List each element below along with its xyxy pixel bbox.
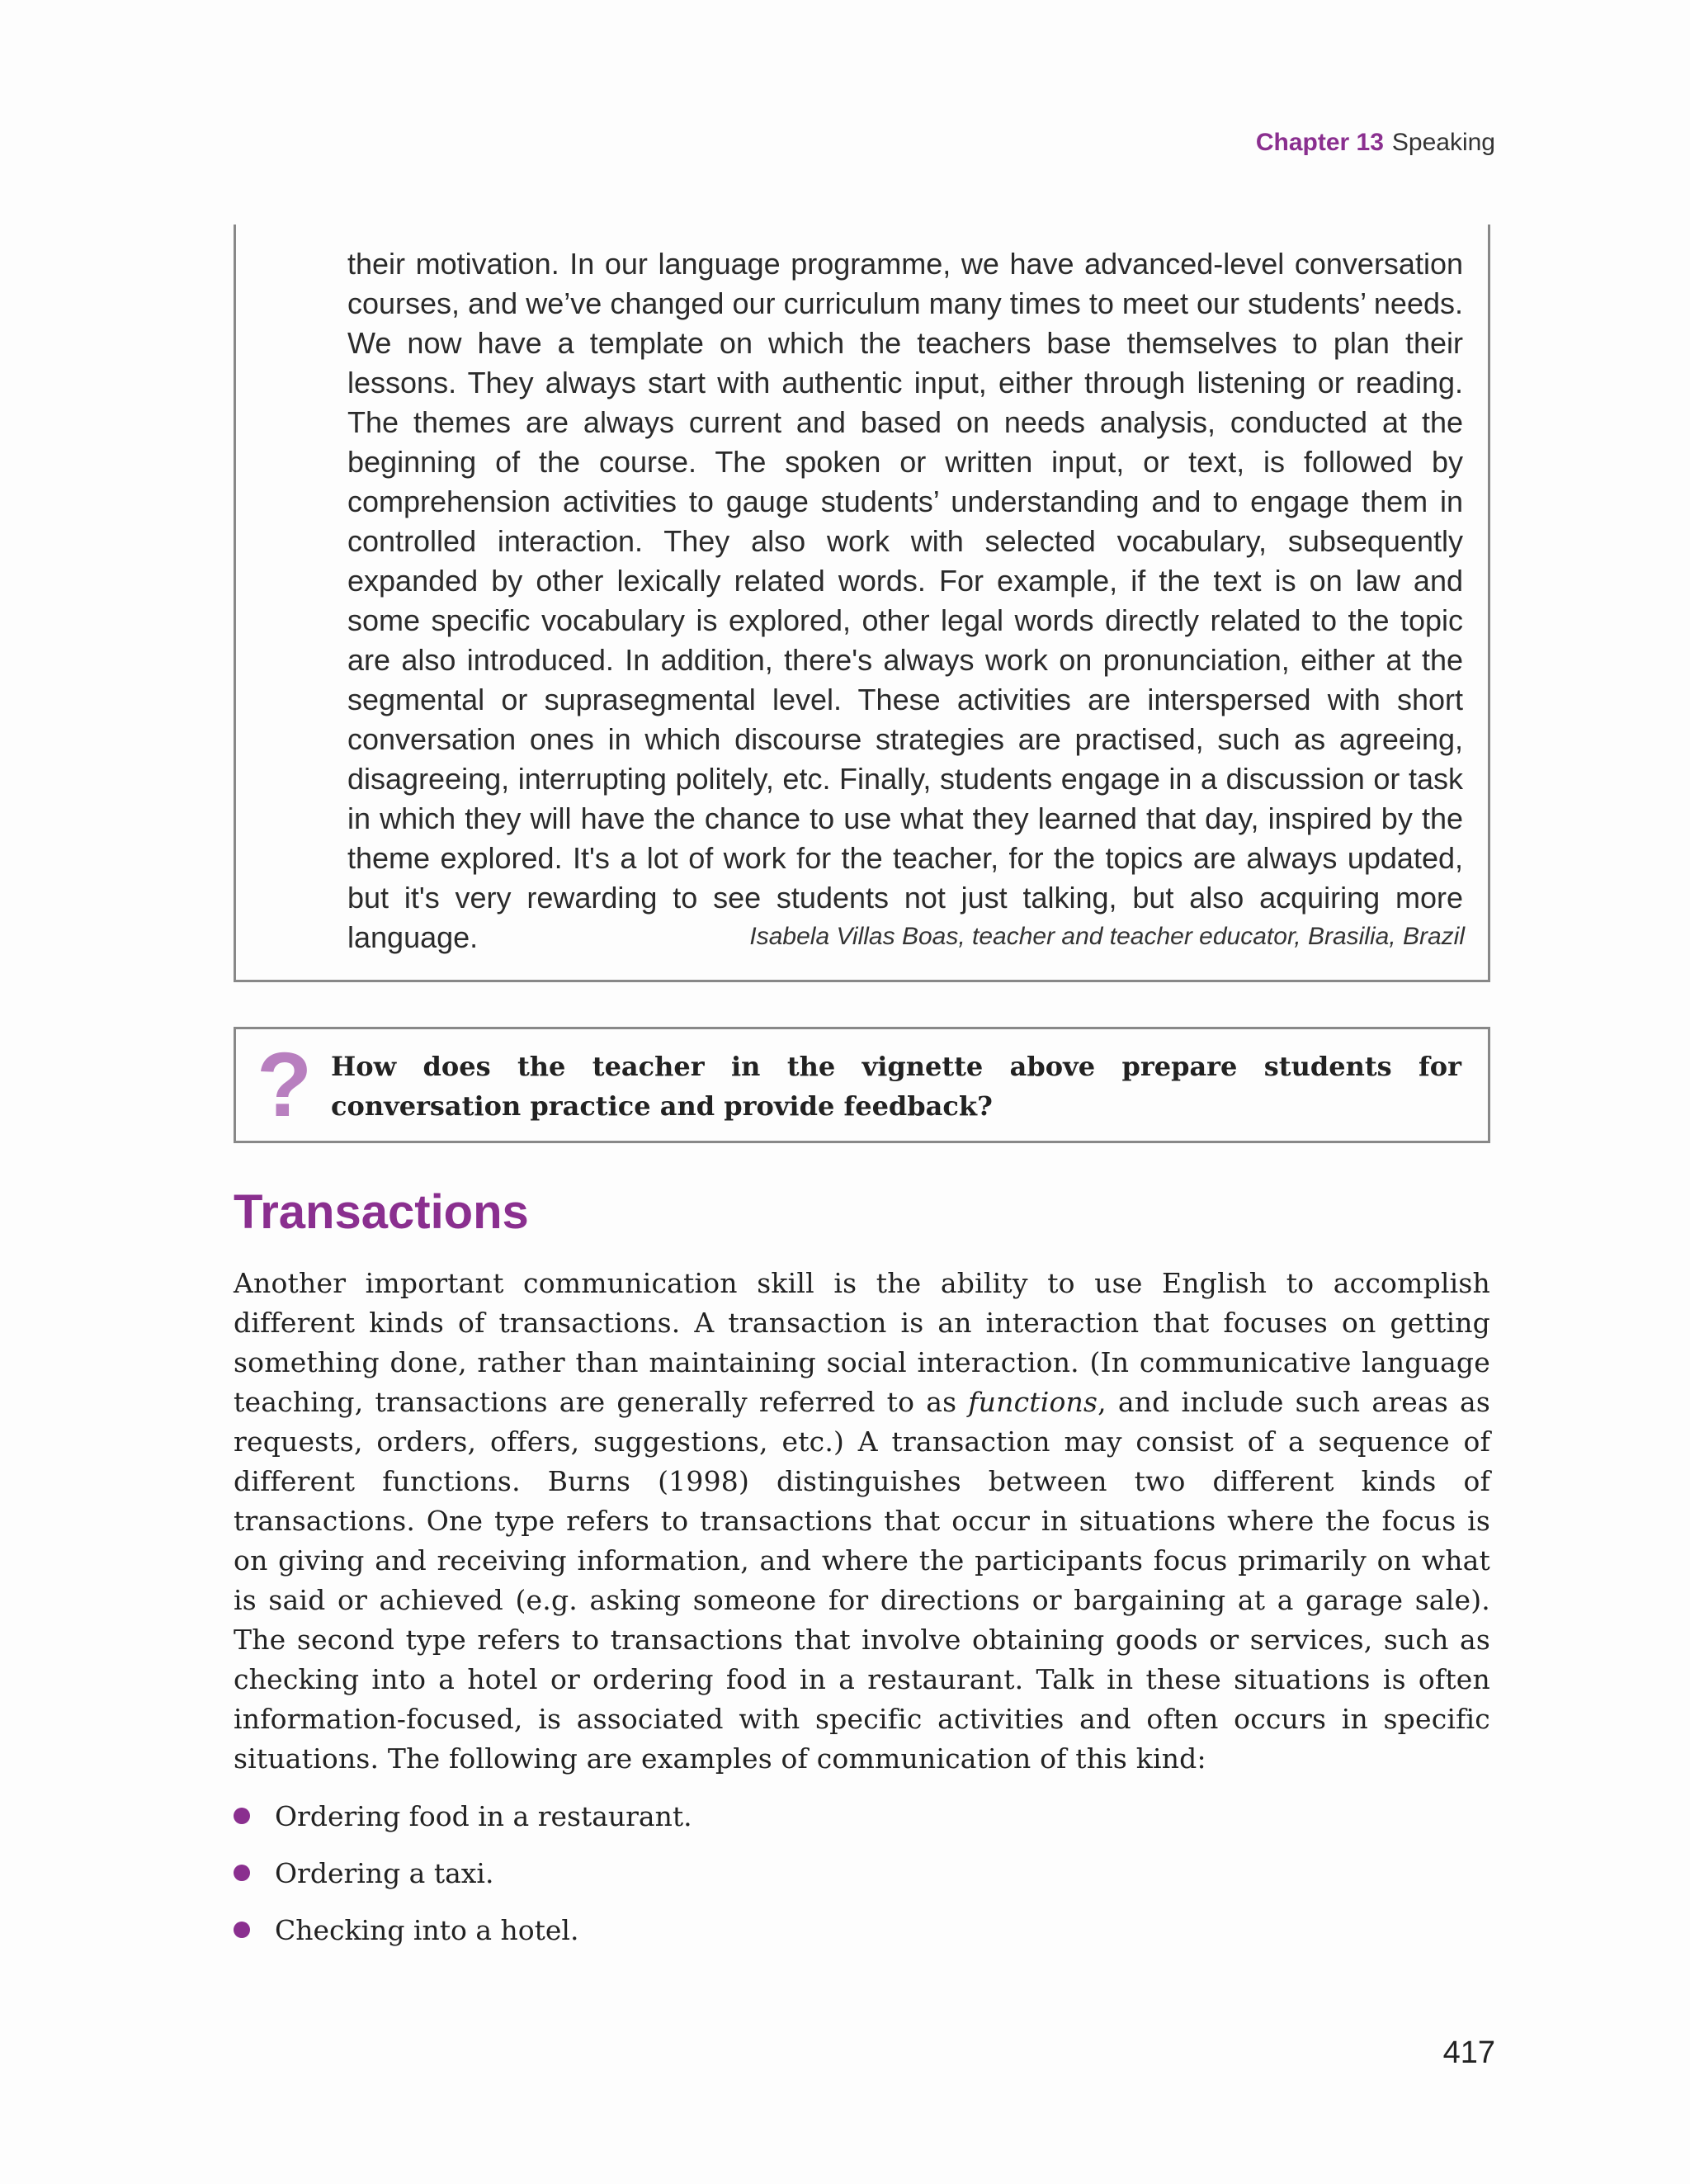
question-text: How does the teacher in the vignette above prepare students for conversation practice and provide feedback? <box>331 1051 1461 1122</box>
list-item <box>234 1911 578 1950</box>
body-paragraph <box>234 1264 1490 1779</box>
bullet-dot-icon <box>234 1865 250 1881</box>
vignette-attribution: Isabela Villas Boas, teacher and teacher educator, Brasilia, Brazil <box>749 923 1465 950</box>
section-heading: Transactions <box>234 1185 529 1239</box>
bullet-text: Checking into a hotel. <box>275 1914 579 1946</box>
running-header <box>1256 129 1495 157</box>
list-item <box>234 1797 692 1837</box>
chapter-label: Chapter 13 <box>1255 129 1384 156</box>
bullet-text: Ordering a taxi. <box>275 1857 494 1889</box>
section-label: Speaking <box>1391 129 1495 156</box>
body-text-italic: functions <box>968 1386 1098 1418</box>
bullet-dot-icon <box>234 1922 250 1938</box>
vignette-text: their motivation. In our language programme, we have advanced-level conversation courses, and we’ve changed our curriculum many times to meet our students’ needs. We now have a template on which the teachers base themselves to plan their lessons. They always start with authentic input, either through listening or reading. The themes are always current and based on needs analysis, conducted at the beginning of the course. The spoken or written input, or text, is followed by comprehension activities to gauge students’ understanding and to engage them in controlled interaction. They also work with selected vocabulary, subsequently expanded by other lexically related words. For example, if the text is on law and some specific vocabulary is explored, other legal words directly related to the topic are also introduced. In addition, there's always work on pronunciation, either at the segmental or suprasegmental level. These activities are interspersed with short conversation ones in which discourse strategies are practised, such as agreeing, disagreeing, interrupting politely, etc. Finally, students engage in a discussion or task in which they will have the chance to use what they learned that day, inspired by the theme explored. It's a lot of work for the teacher, for the topics are always updated, but it's very rewarding to see students not just talking, but also acquiring more language. <box>347 247 1463 954</box>
question-mark-icon: ? <box>257 1034 313 1136</box>
bullet-dot-icon <box>234 1808 250 1824</box>
list-item <box>234 1854 493 1893</box>
bullet-text: Ordering food in a restaurant. <box>275 1800 692 1832</box>
body-text-part2: , and include such areas as requests, orders, offers, suggestions, etc.) A transaction may consist of a sequence of different functions. Burns (1998) distinguishes between two different kinds of transactions. One type refers to transactions that occur in situations where the focus is on giving and receiving information, and where the participants focus primarily on what is said or achieved (e.g. asking someone for directions or bargaining at a garage sale). The second type refers to transactions that involve obtaining goods or services, such as checking into a hotel or ordering food in a restaurant. Talk in these situations is often information-focused, is associated with specific activities and often occurs in specific situations. The following are examples of communication of this kind: <box>234 1386 1491 1775</box>
page-number: 417 <box>1442 2035 1495 2070</box>
body-text-part1: Another important communication skill is the ability to use English to accomplish different kinds of transactions. A transaction is an interaction that focuses on getting something done, rather than maintaining social interaction. (In communicative language teaching, transactions are generally referred to as <box>234 1267 1490 1418</box>
